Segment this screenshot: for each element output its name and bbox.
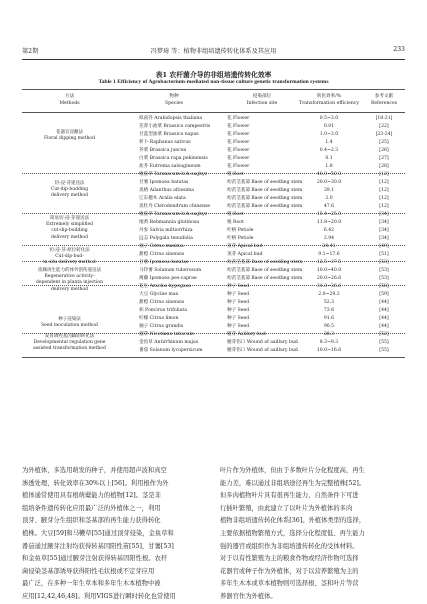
table-row [22,235,405,243]
tissue-cell: 幼苗茎基部 Base of seedling stem [227,180,303,185]
reference-cell: [25] [379,140,389,145]
reference-cell: [44] [379,308,389,313]
reference-cell: [44] [379,300,389,305]
method-cn: 简易切-浸-芽递送法 [49,216,90,221]
species-cell: 臭牡丹 Clerodendrum chinense [139,204,211,209]
table-row [22,147,405,155]
tissue-cell: 幼苗茎基部 Base of seedling stem [227,268,303,273]
table-header-rule [22,112,405,113]
reference-cell: [55] [379,340,389,345]
method-en: in situ delivery method [43,260,96,266]
species-cell: 盐芥 Eutrema salsugineum [139,164,201,169]
table-row [22,195,405,203]
table-row [22,323,405,331]
col-species-cn: 物种 [169,94,179,99]
tissue-cell: 花 Flower [227,148,250,153]
table-row [22,131,405,139]
reference-cell: [34] [379,228,389,233]
table-row [22,227,405,235]
tissue-cell: 种子 Seed [227,292,250,297]
text-line: 对于以有性繁殖为主的粮食作物或经济作物可选择 [220,555,359,563]
species-cell: 番茄 Solanum lycopersicum [139,348,203,353]
text-line: 植体通常使用具有根萌蘖能力的植物[12]。茎是非 [22,492,161,500]
col-ref-cn: 参考文献 [374,94,394,99]
table-caption-cn: 表1 农杆菌介导的非组培遗传转化效率 [155,71,272,79]
species-cell: 辽东楤木 Aralia elata [139,196,186,201]
tissue-cell: 根 Root [227,172,244,177]
efficiency-cell: 15.4~25.0 [316,212,342,217]
reference-cell: [53] [379,260,389,265]
text-line: 菌侵染茎基部诱导获得阳性毛状根或不定芽应用 [22,567,155,575]
text-line: 番茄通过腋芽注射均获得转基因阳性苗[55]，甘薯[53] [22,542,174,550]
species-cell: 萝卜 Raphanus sativus [139,140,191,145]
col-ref-en: References [370,101,398,106]
efficiency-cell: 52.3 [323,300,335,305]
table-row [22,331,405,339]
reference-cell: [59] [379,292,389,297]
reference-cell: [34] [379,220,389,225]
tissue-cell: 种子 Seed [227,316,250,321]
table-row [22,123,405,131]
method-en: assisted transformation method [33,346,106,352]
table-row [22,187,405,195]
species-cell: 柚子 Citrus maxima [139,244,184,249]
reference-cell: [18-21] [375,116,393,121]
reference-cell: [12] [379,188,389,193]
table-row [22,267,405,275]
tissue-cell: 幼苗茎基部 Base of seedling stem [227,196,303,201]
tissue-cell: 花 Flower [227,132,250,137]
efficiency-cell: 11.8~20.0 [316,220,342,225]
table-row [22,219,405,227]
tissue-cell: 花 Flower [227,140,250,145]
tissue-cell: 花 Flower [227,156,250,161]
reference-cell: [58] [379,284,389,289]
efficiency-cell: 31.3~36.6 [316,284,342,289]
species-cell: 甘蓝型油菜 Brassica napus [139,132,199,137]
col-eff-en: Transformation efficiency [299,101,359,106]
species-cell: 白菜 Brassica rapa pekinensis [139,156,208,161]
method-en: delivery method [51,234,88,240]
species-cell: 芥菜 Brassica juncea [139,148,187,153]
body-column-right [220,465,406,604]
table-row [22,347,405,355]
text-line: 植株。大豆[59]和马鞭草[55]通过顶芽侵染，金鱼草和 [22,529,174,537]
species-cell: 橡胶草 Taraxacum kok-saghyz [139,172,208,177]
tissue-cell: 叶柄 Petiole [227,236,254,241]
species-cell: 柠檬 Citrus limon [139,316,179,321]
method-cn: 发育调控基因辅助转化法 [44,334,95,339]
table-row [22,179,405,187]
table-row [22,163,405,171]
method-en: delivery method [51,193,88,199]
efficiency-cell: 26.3 [323,332,335,337]
method-en: Seed inoculation method [41,323,98,329]
running-header [22,46,405,58]
table-row [22,139,405,147]
tissue-cell: 腋芽 Axillary bud [227,332,266,337]
species-cell: 甜橙 Citrus sinensis [139,252,185,257]
reference-cell: [51] [379,252,389,257]
tissue-cell: 腋芽伤口 Wound of axillary bud [227,340,298,345]
method-en: Developmental regulation gene [33,340,106,346]
efficiency-cell: 91.6 [323,316,335,321]
table-row [22,339,405,347]
species-cell: 甜橙 Citrus sinensis [139,300,185,305]
efficiency-cell: 6.42 [323,228,335,233]
method-en: Floral dipping method [44,136,95,142]
text-line: 强的器官或组织作为非组培遗传转化的受体材料。 [220,542,359,550]
table-row [22,251,405,259]
text-line: 养器官作为外植体。 [220,592,277,600]
efficiency-cell: 1.0~3.0 [319,132,339,137]
reference-cell: [28] [379,164,389,169]
table-top-rule [22,89,405,90]
table-row [22,315,405,323]
text-line: 组培条件遗传转化应用最广泛的外植体之一，利用 [22,504,161,512]
species-cell: 薄藤 Ipomoea pes-caprae [139,276,197,281]
species-cell: 拟南芥 Arabidopsis thaliana [139,116,203,121]
species-cell: 丹参 Salvia miltiorrhiza [139,228,193,233]
table-row [22,115,405,123]
text-line: 顶芽、腋芽分生组织和茎基部的再生能力获得转化 [22,517,161,525]
reference-cell: [12] [379,172,389,177]
efficiency-cell: 47.6 [323,204,335,209]
efficiency-cell: 1.8 [325,164,333,169]
tissue-cell: 叶柄 Petiole [227,228,254,233]
table-row [22,291,405,299]
efficiency-cell: 9.1~17.6 [318,252,340,257]
species-cell: 马铃薯 Solanum tuberosum [139,268,202,273]
reference-cell: [49] [379,244,389,249]
species-cell: 橡胶草 Taraxacum kok-saghyz [139,212,208,217]
text-line: 主要依据植物繁殖方式，选择分化程度低、再生能力 [220,529,365,537]
page-number: 233 [393,46,405,53]
method-en: dependent in planta injection [35,280,104,286]
efficiency-cell: 2.0~29.2 [318,292,340,297]
method-en: cut-dip-budding [51,228,88,234]
efficiency-cell: 2.0 [325,196,333,201]
method-en: Cut-dip-budding [50,187,89,193]
col-tissue-cn: 侵染部位 [252,94,272,99]
tissue-cell: 幼苗茎基部 Base of seedling stem [227,260,303,265]
text-line: 植物非组培遗传转化体系[36]。外植体类型的选择， [220,517,366,525]
species-cell: 甘薯 Ipomoea batatas [139,180,189,185]
header-rule [22,59,405,60]
text-line: 渗透处理，转化效率在30%以上[56]。利用根作为外 [22,479,169,487]
reference-cell: [12] [379,180,389,185]
tissue-cell: 花 Flower [227,116,250,121]
table-row [22,299,405,307]
tissue-cell: 花 Flower [227,164,250,169]
reference-cell: [12] [379,204,389,209]
efficiency-cell: 20.41 [322,244,336,249]
reference-cell: [34] [379,236,389,241]
body-column-left [22,465,208,604]
reference-cell: [53] [379,268,389,273]
text-line: 为外植体，多选用萌发的种子，并使用超声波和真空 [22,467,167,474]
species-cell: 远志 Polygala tenuifolia [139,236,193,241]
tissue-cell: 幼苗茎基部 Base of seedling stem [227,188,303,193]
species-cell: 金鱼草 Antirrhinum majus [139,340,199,345]
text-line: 花器官或种子作为外植体，对于以营养繁殖为主的 [220,567,359,575]
method-cn: 切-浸-芽-原位转化法 [49,248,90,253]
method-cn: 切-浸-芽递送法 [54,181,85,186]
method-cn: 花器官浸蘸法 [56,130,83,135]
text-line: 最广泛，在多种一年生草本和多年生木本植物中被 [22,580,161,588]
table-row [22,171,405,179]
col-method-cn: 方法 [64,94,75,99]
species-cell: 烟草 Nicotiana tabacum [139,332,194,337]
species-cell: 地黄 Rehmannia glutinosa [139,220,199,225]
method-en: delivery method [51,286,88,292]
tissue-cell: 种子 Seed [227,324,250,329]
tissue-cell: 幼苗茎基部 Base of seedling stem [227,204,303,209]
col-tissue-en: Infection site [246,101,278,106]
table-row [22,275,405,283]
text-line: 叶片作为外植体，但由于多数叶片分化程度高，再生 [220,467,365,474]
method-en: Extremely simplified [45,222,94,228]
tissue-cell: 根 Root [227,220,244,225]
efficiency-cell: 1.4 [325,140,333,145]
table-row [22,155,405,163]
tissue-cell: 腋芽伤口 Wound of axillary bud [227,348,298,353]
efficiency-cell: 20.0~30.0 [316,180,342,185]
text-line: 行插叶繁殖，由此建立了以叶片为外植体的多肉 [220,504,353,512]
tissue-cell: 幼苗茎基部 Base of seedling stem [227,276,303,281]
species-cell: 花生 Arachis hypogaea [139,284,192,289]
table-row [22,283,405,291]
tissue-cell: 种子 Seed [227,284,250,289]
method-en: Regenerative activity- [44,274,95,280]
species-cell: 甘薯 Ipomoea batatas [139,260,189,265]
species-cell: 柚子 Citrus grandis [139,324,184,329]
efficiency-cell: 10.0~40.0 [316,268,342,273]
col-eff-cn: 转化效率/% [316,94,342,99]
reference-cell: [44] [379,316,389,321]
method-en: Cut-dip-bud- [55,254,84,260]
reference-cell: [12] [379,196,389,201]
species-cell: 枳 Poncirus trifoliata [139,308,187,313]
col-species-en: Species [165,101,183,106]
reference-cell: [53] [379,276,389,281]
running-title: 冯梦琦 等：植物非组培遗传转化体系及其应用 [150,48,277,55]
table-bottom-rule [22,357,405,358]
issue-number: 第2期 [22,48,39,55]
efficiency-cell: 2.94 [323,236,335,241]
efficiency-cell: 40.0~50.0 [316,172,342,177]
reference-cell: [22] [379,124,389,129]
tissue-cell: 顶芽 Apical bud [227,244,263,249]
species-cell: 芜菁小油菜 Brassica campestris [139,124,211,129]
efficiency-cell: 39.1 [323,188,335,193]
tissue-cell: 根 Root [227,212,244,217]
text-line: 和金鱼草[55]通过腋芽注射获得转基因阳性根。农杆 [22,555,168,563]
reference-cell: [26] [379,148,389,153]
reference-cell: [52] [379,332,389,337]
efficiency-cell: 12.5~37.5 [316,260,342,265]
efficiency-cell: 0.4~2.3 [319,148,339,153]
table-row [22,203,405,211]
efficiency-cell: 90.5 [323,324,335,329]
table-row [22,259,405,267]
efficiency-cell: 10.0~16.6 [316,348,342,353]
text-line: 能力差，难以通过非组培途径再生为完整植株[52]。 [220,479,366,487]
efficiency-cell: 0.5~3.0 [319,116,339,121]
efficiency-cell: 20.0~26.6 [316,276,342,281]
efficiency-cell: 73.6 [323,308,335,313]
reference-cell: [23-24] [375,132,393,137]
reference-cell: [34] [379,212,389,217]
tissue-cell: 顶芽 Apical bud [227,252,263,257]
species-cell: 大豆 Glycine max [139,292,179,297]
reference-cell: [44] [379,324,389,329]
method-cn: 种子浸染法 [58,317,81,322]
efficiency-cell: 8.3~9.3 [319,340,339,345]
text-line: 应用[12,42,46,48]。利用VIGS进行瞬时转化也常使用 [22,592,176,600]
efficiency-cell: 0.1 [325,156,333,161]
table-row [22,307,405,315]
text-line: 但多肉植物叶片具有很再生能力，自然条件下可进 [220,492,359,500]
species-cell: 臭椿 Ailanthus altissima [139,188,194,193]
text-line: 多年生木本或草本植物则可选择根、茎和叶片等营 [220,580,359,588]
reference-cell: [27] [379,156,389,161]
efficiency-cell: 0.01 [323,124,335,129]
tissue-cell: 花 Flower [227,124,250,129]
table-row [22,211,405,219]
tissue-cell: 种子 Seed [227,308,250,313]
table-row [22,243,405,251]
method-cn: 依赖再生能力的体外创伤递送法 [38,268,101,273]
reference-cell: [55] [379,348,389,353]
col-method-en: Methods [59,101,80,106]
table-caption-en: Table 1 Efficiency of Agrobacterium-mediated non-tissue culture genetic transformation systems [98,79,329,85]
tissue-cell: 种子 Seed [227,300,250,305]
